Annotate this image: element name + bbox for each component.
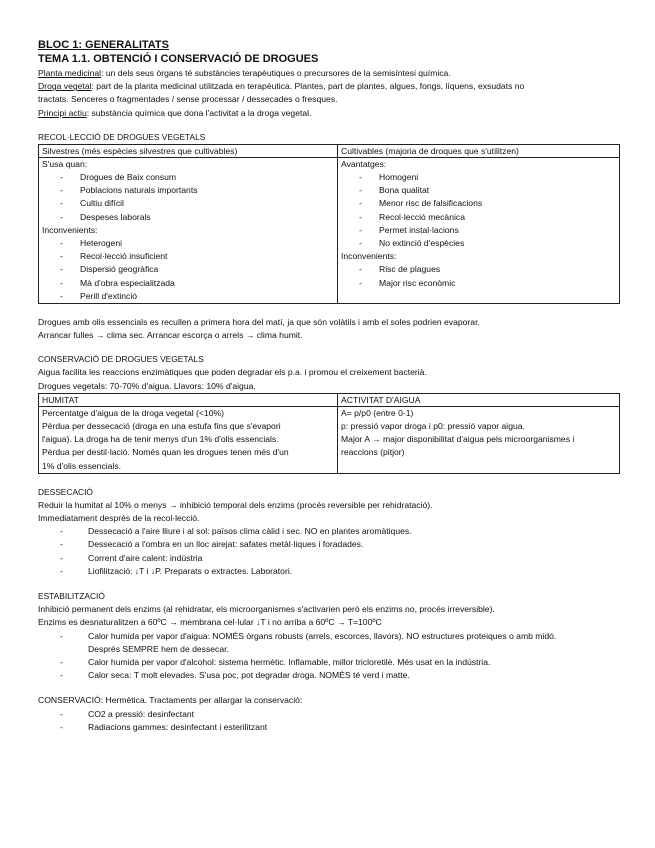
- list-item: - Perill d'extinció: [42, 290, 334, 303]
- estabilitzacio-list: [38, 630, 620, 683]
- list-item: - Corrent d'aire calent: indústria: [38, 552, 620, 565]
- list-item-continuation: Després SEMPRE hem de dessecar.: [88, 643, 229, 654]
- conservation-line: Drogues vegetals: 70-70% d'aigua. Llavors: 10% d'aigua.: [38, 380, 256, 391]
- list-item: - CO2 a pressió: desinfectant: [38, 708, 620, 721]
- cultivables-cell: [338, 157, 620, 303]
- dessecacio-heading: DESSECACIÓ: [38, 486, 93, 497]
- dessecacio-line: Reduir la humitat al 10% o menys → inhibició temporal dels enzims (procés reversible per rehidratació).: [38, 499, 433, 510]
- tema-title: TEMA 1.1. OBTENCIÓ I CONSERVACIÓ DE DROGUES: [38, 53, 319, 65]
- cultivables-cons-label: Inconvenients:: [341, 251, 397, 262]
- definition-planta: [38, 67, 620, 80]
- conservacio-final-list: [38, 708, 620, 734]
- recollection-heading: RECOL·LECCIÓ DE DROGUES VEGETALS: [38, 131, 206, 142]
- table-header-silvestres: Silvestres (més espècies silvestres que cultivables): [39, 144, 338, 157]
- list-item: - Dispersió geogràfica: [42, 263, 334, 276]
- recollection-table: [38, 144, 620, 304]
- harvest-climate-line: Arrancar fulles → clima sec. Arrancar escorça o arrels → clima humit.: [38, 330, 303, 341]
- list-item: - Cultiu difícil: [42, 197, 334, 210]
- estabilitzacio-line: Enzims es desnaturalitzen a 60ºC → membrana cel·lular ↓T i no arriba a 60ºC → T=100ºC: [38, 617, 382, 628]
- document-page: [38, 38, 620, 734]
- list-item: - Calor humida per vapor d'alcohol: sistema hermètic. Inflamable, millor tricloretilè. Més usat en la indústria.: [38, 656, 620, 669]
- activitat-line: reaccions (pitjor): [341, 447, 405, 458]
- humitat-line: Percentatge d'aigua de la droga vegetal (<10%): [42, 407, 224, 418]
- conservation-heading: CONSERVACIÓ DE DROGUES VEGETALS: [38, 354, 204, 365]
- list-item: - Permet instal·lacions: [341, 224, 616, 237]
- definition-term: Planta medicinal: [38, 68, 102, 78]
- silvestres-cons-label: Inconvenients:: [42, 224, 98, 235]
- humitat-cell: [39, 406, 338, 473]
- list-item: - Major risc econòmic: [341, 277, 616, 290]
- table-header-cultivables: Cultivables (majoria de droques que s'utilitzen): [338, 144, 620, 157]
- bloc-title: BLOC 1: GENERALITATS: [38, 39, 169, 51]
- table-header-humitat: HUMITAT: [39, 393, 338, 406]
- humitat-line: Pèrdua per destil·lació. Només quan les drogues tenen més d'un: [42, 447, 289, 458]
- list-item: - Despeses laborals: [42, 211, 334, 224]
- activitat-line: Major A → major disponibilitat d'aigua pels microorganismes i: [341, 434, 575, 445]
- cultivables-pros-label: Avantatges:: [341, 158, 387, 169]
- cultivables-pros-list: [341, 171, 616, 250]
- silvestres-uses-label: S'usa quan:: [42, 158, 88, 169]
- list-item: - Recol·lecció mecànica: [341, 211, 616, 224]
- list-item: - Drogues de Baix consum: [42, 171, 334, 184]
- estabilitzacio-heading: ESTABILITZACIÓ: [38, 591, 105, 602]
- dessecacio-list: [38, 525, 620, 578]
- table-header-activitat: ACTIVITAT D'AIGUA: [338, 393, 620, 406]
- definition-text: : un dels seus òrgans té substàncies terapèutiques o precursores de la semisíntesi química.: [101, 68, 451, 78]
- conservacio-final-heading: CONSERVACIÓ: Hermètica. Tractaments per allargar la conservació:: [38, 695, 303, 706]
- list-item: - Liofilització: ↓T i ↓P. Preparats o extractes. Laboratori.: [38, 565, 620, 578]
- definition-term: Droga vegetal: [38, 81, 92, 92]
- list-item: - Risc de plagues: [341, 263, 616, 276]
- list-item: - Bona qualitat: [341, 184, 616, 197]
- activitat-line: p: pressió vapor droga i p0: pressió vapor aigua.: [341, 421, 525, 432]
- humitat-line: 1% d'olis essencials.: [42, 460, 122, 471]
- definition-text: : substància química que dona l'activitat a la droga vegetal.: [86, 107, 312, 118]
- list-item: - Recol·lecció insuficient: [42, 250, 334, 263]
- cultivables-cons-list: [341, 263, 616, 289]
- activitat-cell: [338, 406, 620, 473]
- list-item: - Calor seca: T molt elevades. S'usa poc, pot degradar droga. NOMÉS té verd i matte.: [38, 669, 620, 682]
- dessecacio-line: Immediatament després de la recol·lecció.: [38, 513, 200, 524]
- list-item: - Calor humida per vapor d'aigua: NOMÉS òrgans robusts (arrels, escorces, llavors). NO estructures proteiques o amb midó.: [38, 630, 620, 643]
- silvestres-cons-list: [42, 237, 334, 303]
- humitat-line: l'aigua). La droga ha de tenir menys d'un 1% d'olis essencials.: [42, 434, 279, 445]
- list-item: - Poblacions naturals importants: [42, 184, 334, 197]
- silvestres-uses-list: [42, 171, 334, 224]
- list-item: - Heterogeni: [42, 237, 334, 250]
- list-item: - Dessecació a l'aire lliure i al sol: països clima càlid i sec. NO en plantes aromàtiques.: [38, 525, 620, 538]
- list-item: - Homogeni: [341, 171, 616, 184]
- list-item: - Menor risc de falsificacions: [341, 197, 616, 210]
- list-item: - No extinció d'espècies: [341, 237, 616, 250]
- definition-text: : part de la planta medicinal utilitzada en terapèutica. Plantes, part de plantes, algues, fongs, líquens, exsudats no: [91, 81, 525, 92]
- definition-droga-cont: [38, 93, 620, 106]
- essential-oils-line: Drogues amb olis essencials es recullen a primera hora del matí, ja que són volàtils i amb el soles podrien evaporar.: [38, 317, 480, 328]
- definition-text: tractats. Senceres o fragmentades / sense processar / dessecades o fresques.: [38, 94, 338, 105]
- definition-term: Principi actiu: [38, 107, 87, 118]
- list-item: - Radiacions gammes: desinfectant i esterilitzant: [38, 721, 620, 734]
- estabilitzacio-line: Inhibició permanent dels enzims (al rehidratar, els microorganismes s'activarien però els enzims no, procés irreversible).: [38, 604, 495, 615]
- activitat-line: A= p/p0 (entre 0-1): [341, 407, 414, 418]
- list-item: - Dessecació a l'ombra en un lloc airejat: safates metàl·liques i foradades.: [38, 538, 620, 551]
- definition-droga: [38, 80, 620, 93]
- humitat-line: Pèrdua per dessecació (droga en una estufa fins que s'evapori: [42, 421, 281, 432]
- silvestres-cell: [39, 157, 338, 303]
- list-item: - Mà d'obra especialitzada: [42, 277, 334, 290]
- definition-principi: [38, 107, 620, 120]
- conservation-line: Aigua facilita les reaccions enzimàtiques que poden degradar els p.a. i promou el creixement bacterià.: [38, 367, 427, 378]
- conservation-table: [38, 393, 620, 474]
